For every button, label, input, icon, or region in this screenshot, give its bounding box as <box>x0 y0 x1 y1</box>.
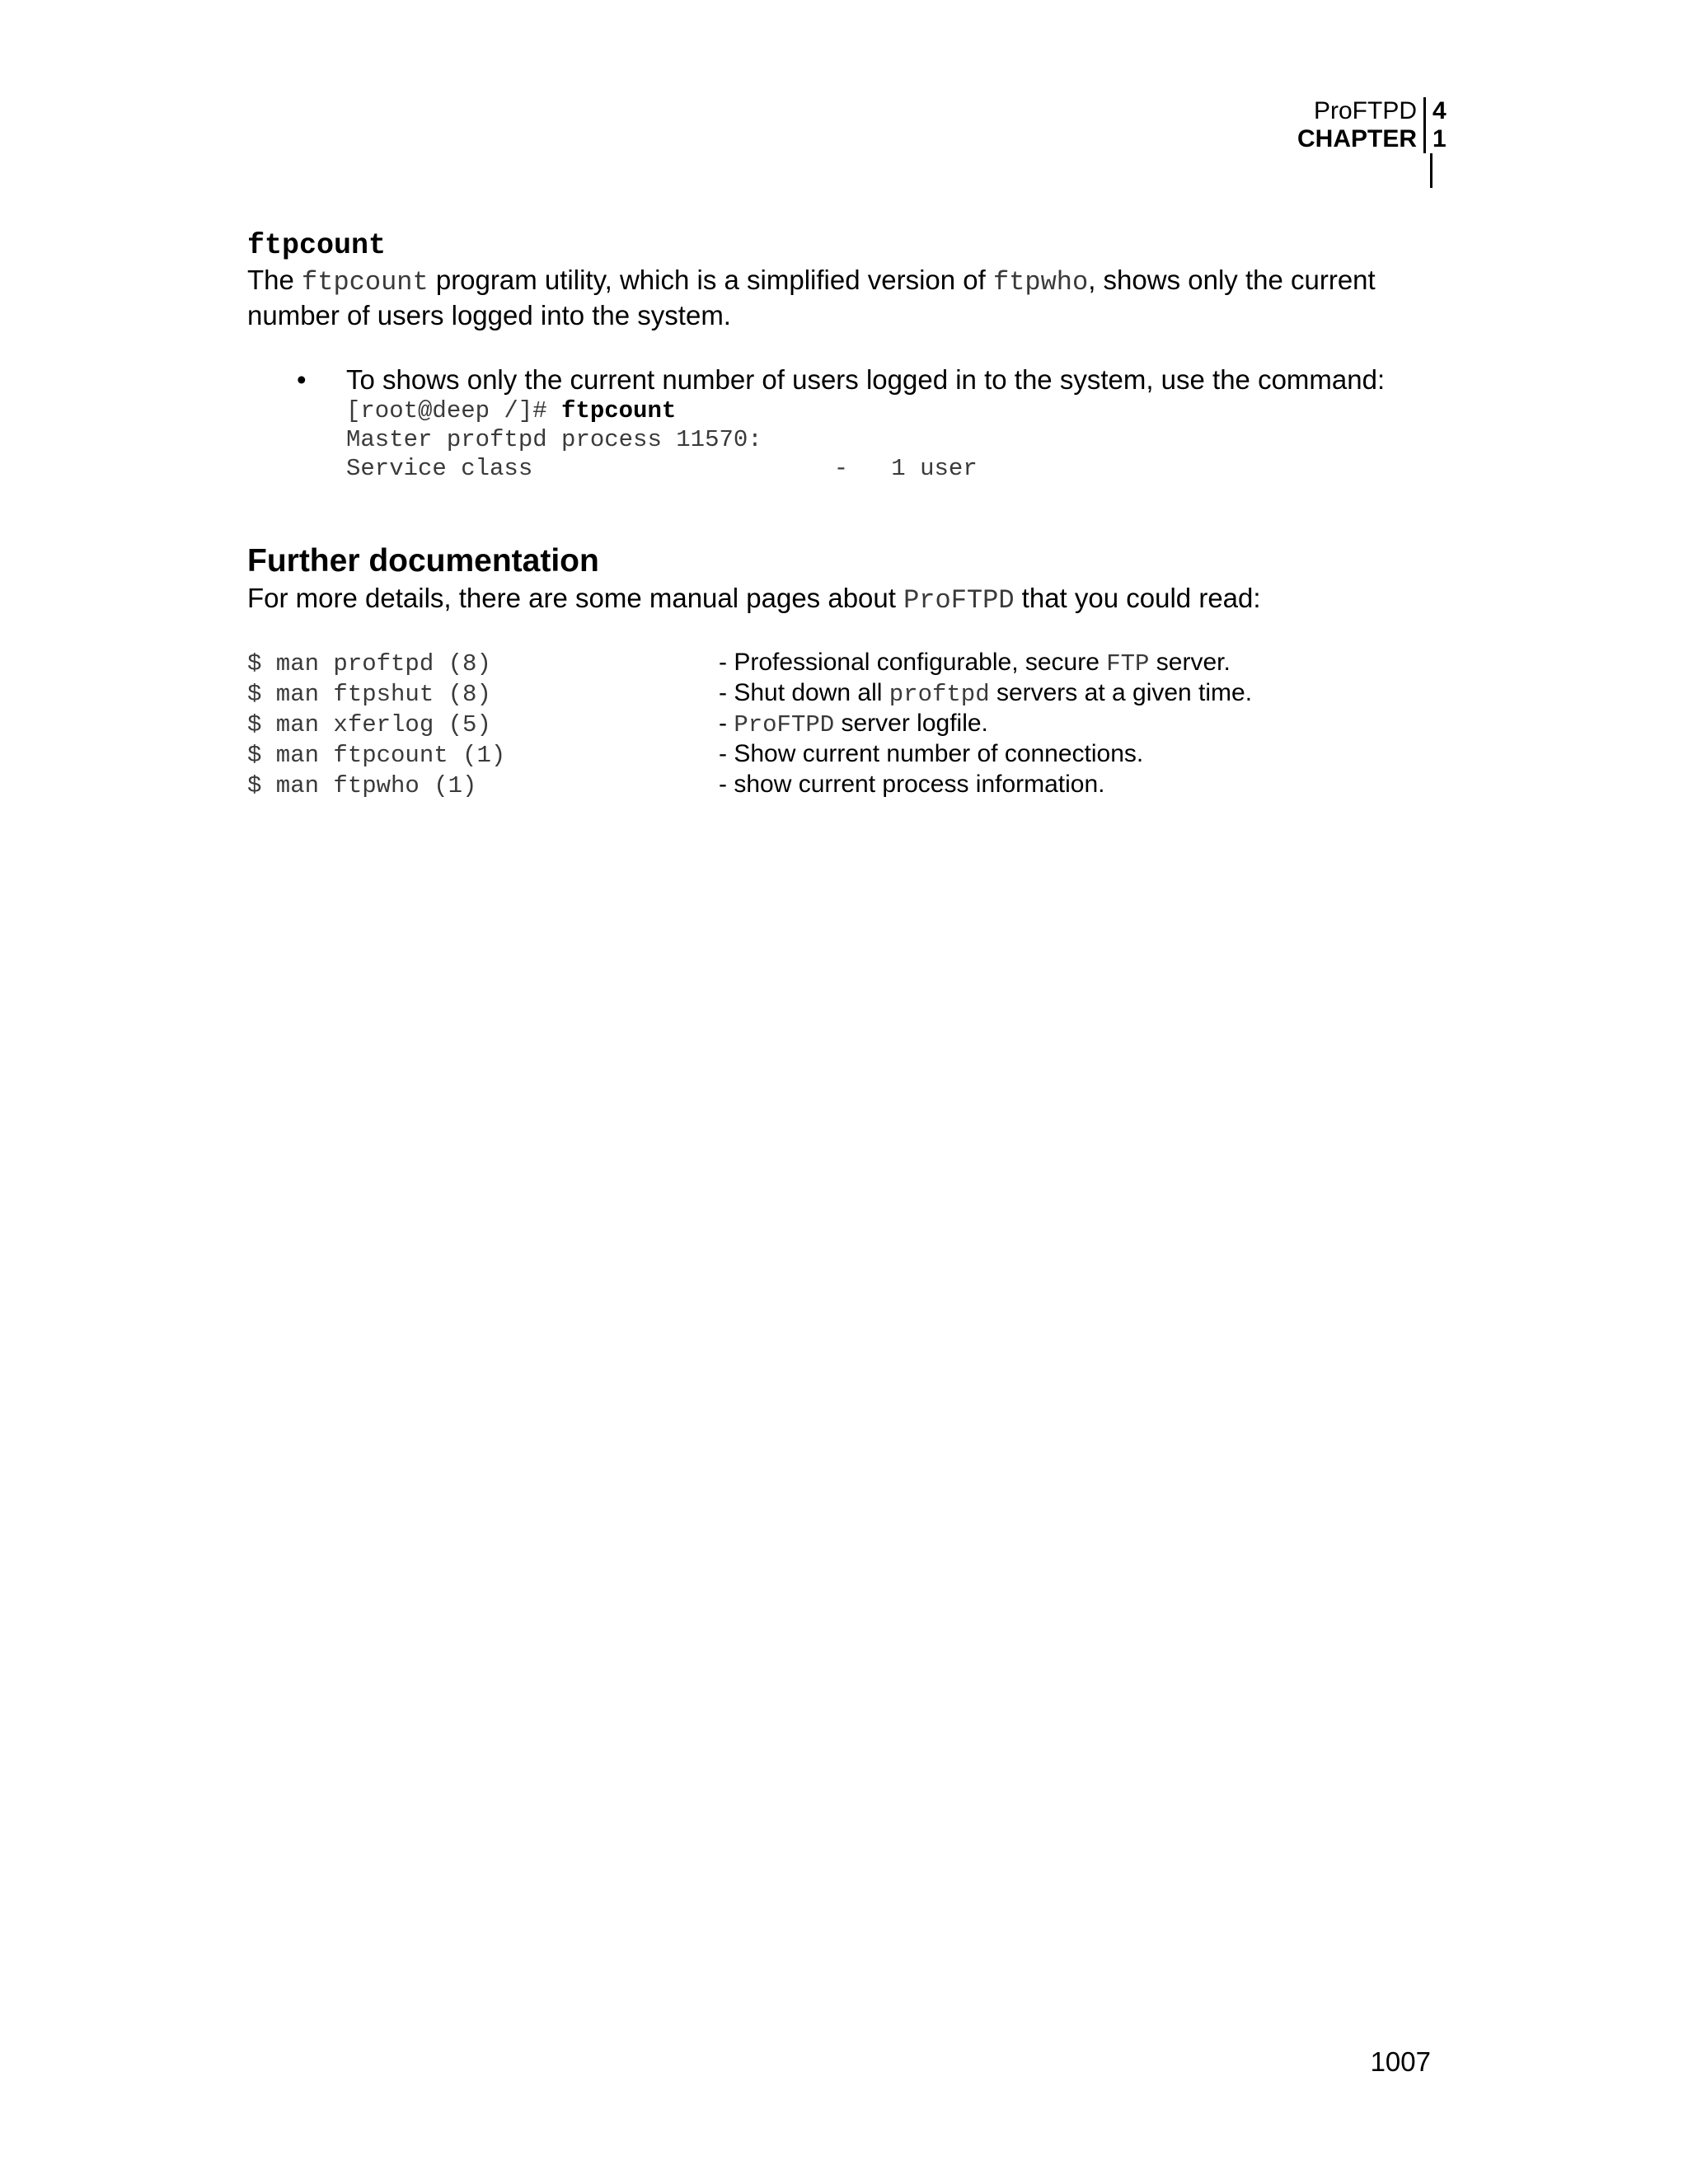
man-desc-text-end: server. <box>1149 649 1231 676</box>
header-divider-rule <box>1430 153 1432 188</box>
bullet-text: To shows only the current number of users logged in to the system, use the command: <box>346 364 1386 395</box>
code-line-output-1: Master proftpd process 11570: <box>346 426 762 453</box>
list-item <box>247 771 1442 801</box>
man-desc-code: proftpd <box>889 681 990 708</box>
code-command: ftpcount <box>561 397 677 424</box>
list-item <box>247 679 1442 710</box>
man-command: $ man ftpwho (1) <box>247 772 477 799</box>
man-command: $ man ftpshut (8) <box>247 681 491 708</box>
man-command: $ man ftpcount (1) <box>247 742 506 769</box>
header-row-title <box>1297 97 1449 125</box>
man-desc-text-end: server logfile. <box>834 710 988 737</box>
header-row-chapter <box>1297 125 1449 153</box>
section-heading-further-documentation: Further documentation <box>247 543 599 579</box>
list-item <box>247 710 1442 740</box>
man-description <box>719 649 1231 677</box>
man-command: $ man proftpd (8) <box>247 650 491 677</box>
man-desc-text: - Professional configurable, secure <box>719 649 1107 676</box>
further-text-1: For more details, there are some manual pages about <box>247 583 904 613</box>
bullet-dot: • <box>297 364 307 395</box>
man-desc-text: - show current process information. <box>719 771 1105 798</box>
further-intro-paragraph <box>247 582 1442 617</box>
header-number-bottom: 1 <box>1432 125 1447 152</box>
bullet-item <box>247 363 1442 483</box>
code-line-command <box>346 396 1442 425</box>
page-number: 1007 <box>1370 2046 1431 2077</box>
man-desc-code: FTP <box>1106 650 1150 677</box>
further-code-proftpd: ProFTPD <box>903 585 1015 616</box>
man-command: $ man xferlog (5) <box>247 711 491 738</box>
list-item <box>247 649 1442 679</box>
man-desc-text: - Shut down all <box>719 679 889 706</box>
man-description <box>719 679 1252 708</box>
intro-text-3: , shows only the current number of users logged into the system. <box>247 265 1376 330</box>
ftpcount-intro-paragraph <box>247 264 1442 332</box>
code-line-output-2: Service class - 1 user <box>346 455 978 482</box>
man-description <box>719 710 988 738</box>
man-desc-text: - <box>719 710 734 737</box>
intro-text-2: program utility, which is a simplified version of <box>428 265 993 295</box>
intro-text-1: The <box>247 265 302 295</box>
header-chapter-label: CHAPTER <box>1297 125 1426 153</box>
man-description <box>719 771 1105 799</box>
intro-code-ftpcount: ftpcount <box>302 267 429 298</box>
header-title: ProFTPD <box>1314 97 1426 125</box>
man-description <box>719 740 1143 769</box>
section-heading-ftpcount: ftpcount <box>247 229 387 262</box>
page-content <box>247 229 1442 801</box>
man-pages-list <box>247 649 1442 801</box>
man-desc-text-end: servers at a given time. <box>989 679 1253 706</box>
list-item <box>247 740 1442 771</box>
man-desc-text: - Show current number of connections. <box>719 740 1144 767</box>
code-prompt: [root@deep /]# <box>346 397 562 424</box>
chapter-header <box>1297 97 1449 153</box>
header-number-top: 4 <box>1432 97 1447 124</box>
further-text-2: that you could read: <box>1014 583 1261 613</box>
intro-code-ftpwho: ftpwho <box>992 267 1089 298</box>
man-desc-code: ProFTPD <box>734 711 835 738</box>
